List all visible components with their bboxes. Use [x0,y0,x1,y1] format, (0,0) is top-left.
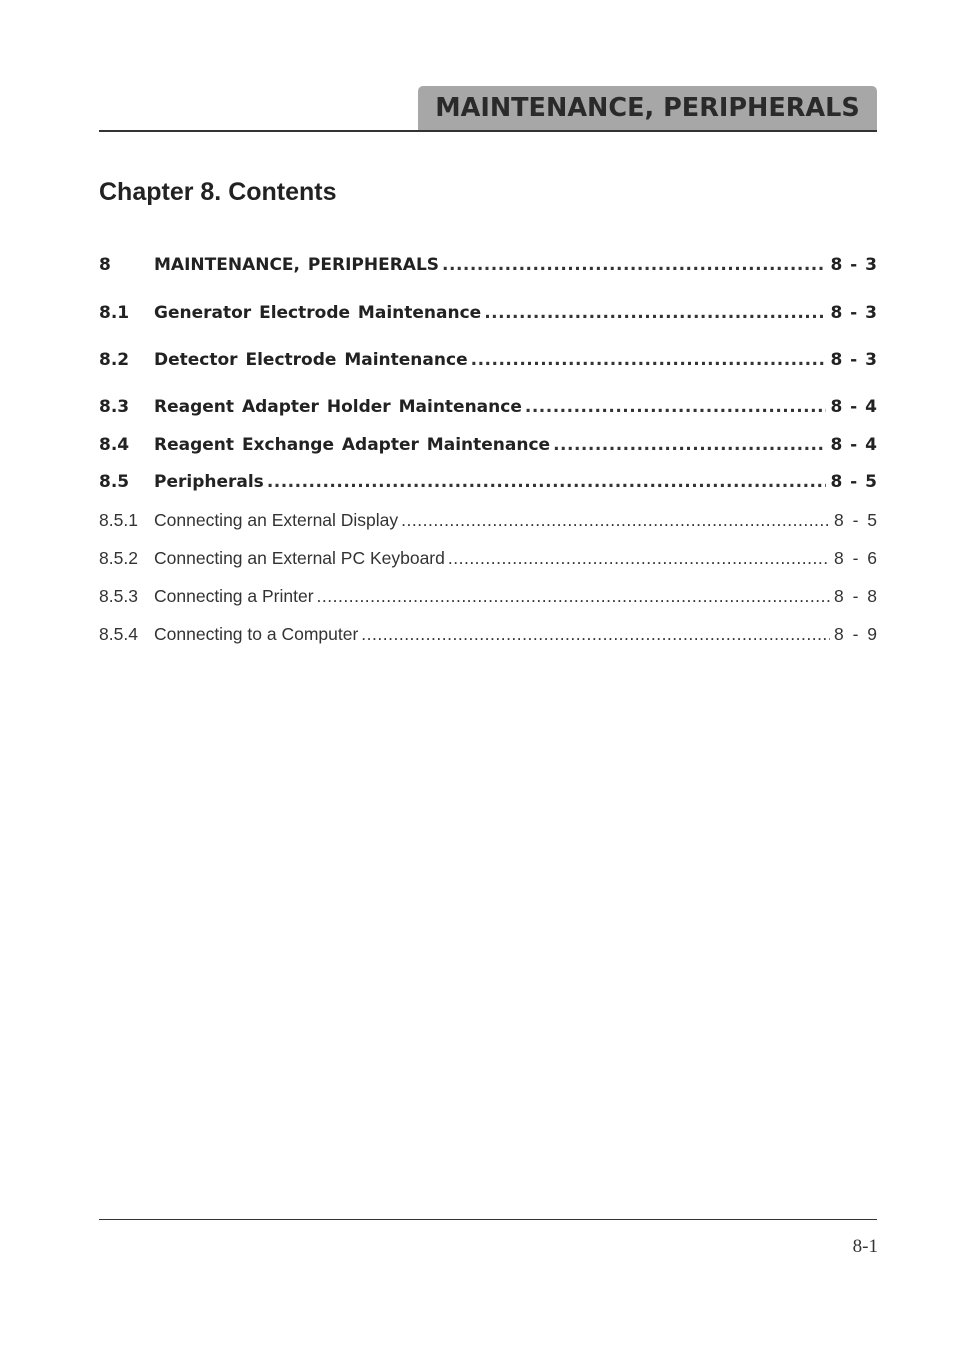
dot-leader [525,397,827,417]
dot-leader [448,548,830,569]
dot-leader [401,510,830,531]
section-header-tab: MAINTENANCE, PERIPHERALS [418,86,877,130]
toc-entry-page: 8 - 6 [833,548,877,568]
toc-entry-number: 8.5.1 [99,510,138,530]
dot-leader [553,435,826,455]
toc-entry-page: 8 - 8 [833,586,877,606]
toc-entry-number: 8.5.3 [99,586,138,606]
toc-entry-8-5-4[interactable] [99,624,877,646]
toc-entry-number: 8.3 [99,397,130,417]
toc-entry-page: 8 - 9 [833,624,877,644]
dot-leader [267,472,827,492]
toc-entry-label: Connecting a Printer [154,586,314,606]
footer-divider [99,1219,877,1220]
toc-entry-label: MAINTENANCE, PERIPHERALS [154,255,440,275]
toc-entry-number: 8.1 [99,303,130,323]
page-number: 8-1 [852,1236,878,1257]
header-divider [99,130,877,132]
toc-entry-label: Reagent Adapter Holder Maintenance [154,397,522,417]
toc-entry-number: 8.5.2 [99,548,138,568]
toc-entry-page: 8 - 3 [830,350,877,370]
toc-entry-8-5-2[interactable] [99,548,877,570]
dot-leader [361,624,830,645]
toc-entry-label: Reagent Exchange Adapter Maintenance [154,435,551,455]
toc-entry-number: 8.4 [99,435,130,455]
toc-entry-8-4[interactable] [99,435,877,457]
toc-entry-page: 8 - 3 [830,255,877,275]
toc-entry-8-1[interactable] [99,303,877,325]
toc-entry-number: 8.5.4 [99,624,138,644]
toc-entry-8[interactable] [99,255,877,277]
dot-leader [484,303,826,323]
toc-entry-label: Connecting to a Computer [154,624,359,644]
dot-leader [442,255,826,275]
toc-entry-label: Peripherals [154,472,264,492]
chapter-title: Chapter 8. Contents [99,178,337,206]
toc-entry-page: 8 - 3 [830,303,877,323]
toc-entry-8-5[interactable] [99,472,877,494]
toc-entry-8-3[interactable] [99,397,877,419]
toc-entry-label: Generator Electrode Maintenance [154,303,482,323]
toc-entry-number: 8 [99,255,111,275]
toc-entry-label: Connecting an External PC Keyboard [154,548,445,568]
toc-entry-8-5-1[interactable] [99,510,877,532]
toc-entry-8-2[interactable] [99,350,877,372]
toc-entry-number: 8.2 [99,350,130,370]
toc-entry-page: 8 - 5 [833,510,877,530]
toc-entry-page: 8 - 4 [830,397,877,417]
dot-leader [317,586,830,607]
toc-entry-number: 8.5 [99,472,130,492]
toc-entry-page: 8 - 5 [830,472,877,492]
dot-leader [471,350,827,370]
toc-entry-label: Detector Electrode Maintenance [154,350,468,370]
toc-entry-8-5-3[interactable] [99,586,877,608]
toc-entry-label: Connecting an External Display [154,510,399,530]
toc-entry-page: 8 - 4 [830,435,877,455]
